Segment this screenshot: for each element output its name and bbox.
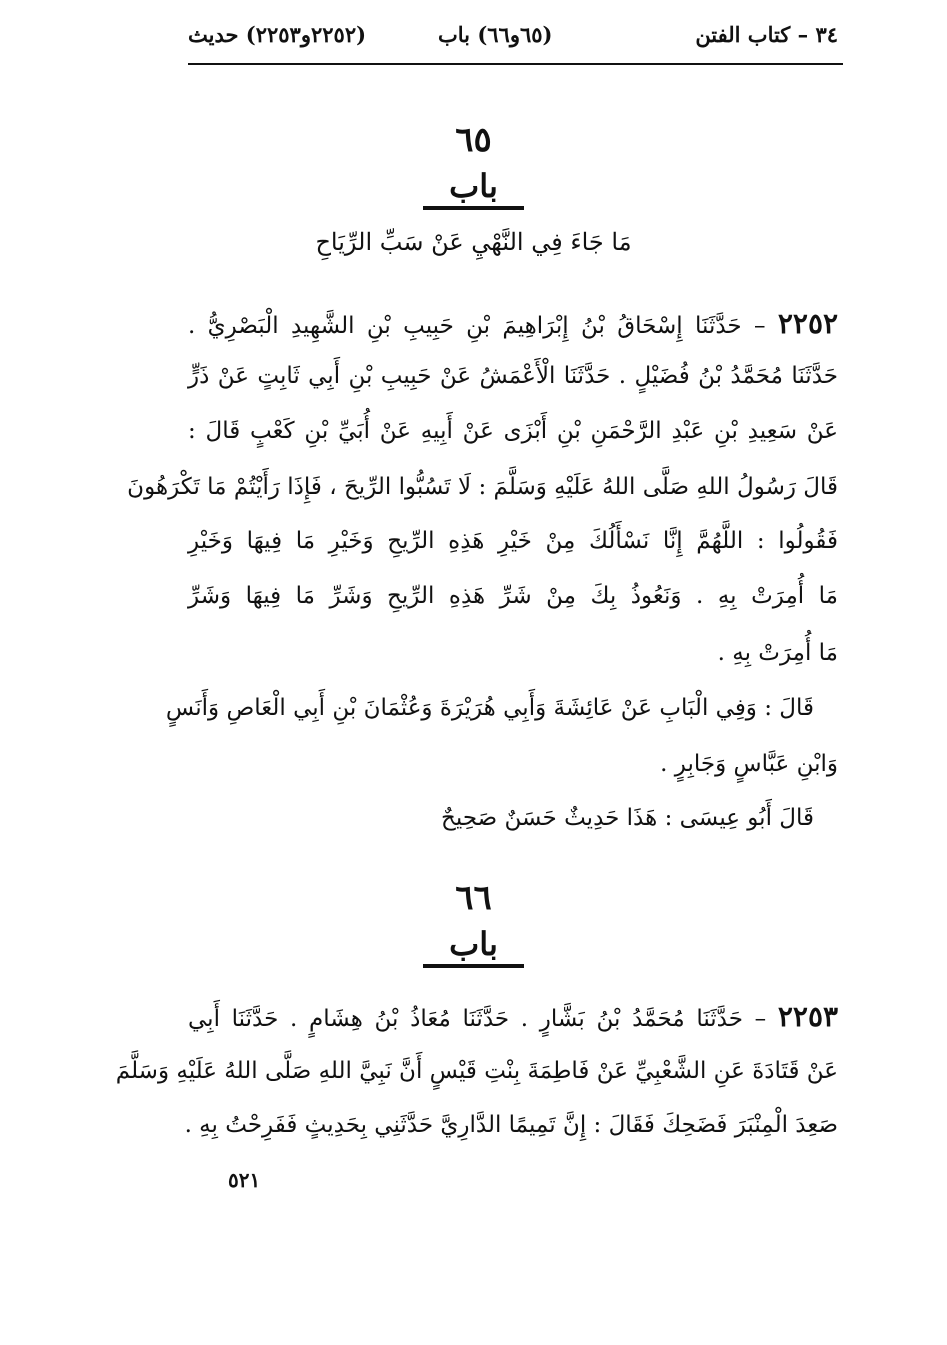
hadith-line: عَنْ سَعِيدِ بْنِ عَبْدِ الرَّحْمَنِ بْنِ أَبْزَى عَنْ أَبِيهِ عَنْ أُبَيِّ بْنِ كَعْبٍ قَالَ : <box>188 418 839 444</box>
hadith-line: مَا أُمِرَتْ بِهِ . وَنَعُوذُ بِكَ مِنْ شَرِّ هَذِهِ الرِّيحِ وَشَرِّ مَا فِيهَا وَشَرِّ <box>188 583 838 609</box>
chapter-number: ٦٥ <box>455 120 492 160</box>
header-divider <box>188 63 843 65</box>
header-book-title: ٣٤ – كتاب الفتن <box>695 22 838 47</box>
chapter-heading: باب <box>423 928 524 968</box>
chapter-heading: باب <box>423 170 524 210</box>
hadith-text: – حَدَّثَنَا إِسْحَاقُ بْنُ إِبْرَاهِيمَ بْنِ حَبِيبِ بْنِ الشَّهِيدِ الْبَصْرِيُّ . <box>188 313 766 339</box>
page-number: ٥٢١ <box>228 1168 261 1192</box>
hadith-line <box>188 307 838 340</box>
hadith-number: ٢٢٥٣ <box>777 1000 839 1033</box>
hadith-text: – حَدَّثَنَا مُحَمَّدُ بْنُ بَشَّارٍ . حَدَّثَنَا مُعَاذُ بْنُ هِشَامٍ . حَدَّثَنَا أَبِي <box>188 1006 767 1032</box>
header-hadith-range: (٢٢٥٢و٢٢٥٣) حديث <box>188 22 367 47</box>
hadith-line: قَالَ رَسُولُ اللهِ صَلَّى اللهُ عَلَيْهِ وَسَلَّمَ : لَا تَسُبُّوا الرِّيحَ ، فَإِذَا رَأَيْتُمْ مَا تَكْرَهُونَ <box>127 474 838 500</box>
hadith-line: عَنْ قَتَادَةَ عَنِ الشَّعْبِيِّ عَنْ فَاطِمَةَ بِنْتِ قَيْسٍ أَنَّ نَبِيَّ اللهِ صَلَّى اللهُ عَلَيْهِ وَسَلَّمَ <box>115 1058 838 1084</box>
chapter-subtitle: مَا جَاءَ فِي النَّهْيِ عَنْ سَبِّ الرِّيَاحِ <box>315 228 632 256</box>
chapter-heading-wrap <box>0 925 947 968</box>
hadith-line <box>188 1000 838 1033</box>
hadith-line: مَا أُمِرَتْ بِهِ . <box>717 640 838 666</box>
hadith-line: فَقُولُوا : اللَّهُمَّ إِنَّا نَسْأَلُكَ مِنْ خَيْرِ هَذِهِ الرِّيحِ وَخَيْرِ مَا فِيهَا وَخَيْرِ <box>188 528 838 554</box>
hadith-line: حَدَّثَنَا مُحَمَّدُ بْنُ فُضَيْلٍ . حَدَّثَنَا الْأَعْمَشُ عَنْ حَبِيبِ بْنِ أَبِي ثَابِتٍ عَنْ ذَرٍّ <box>188 363 838 389</box>
hadith-grading: قَالَ أَبُو عِيسَى : هَذَا حَدِيثٌ حَسَنٌ صَحِيحٌ <box>441 805 814 831</box>
header-chapter-range: (٦٥و٦٦) باب <box>438 22 553 47</box>
chapter-number: ٦٦ <box>455 878 492 918</box>
bab-note-line: وَابْنِ عَبَّاسٍ وَجَابِرٍ . <box>660 751 838 777</box>
chapter-heading-wrap <box>0 167 947 210</box>
hadith-number: ٢٢٥٢ <box>777 307 839 340</box>
hadith-line: صَعِدَ الْمِنْبَرَ فَضَحِكَ فَقَالَ : إِنَّ تَمِيمًا الدَّارِيَّ حَدَّثَنِي بِحَدِيثٍ فَفَرِحْتُ بِهِ . <box>184 1112 838 1138</box>
running-header <box>188 22 838 52</box>
bab-note-line: قَالَ : وَفِي الْبَابِ عَنْ عَائِشَةَ وَأَبِي هُرَيْرَةَ وَعُثْمَانَ بْنِ أَبِي الْعَاصِ وَأَنَسٍ <box>165 695 814 721</box>
